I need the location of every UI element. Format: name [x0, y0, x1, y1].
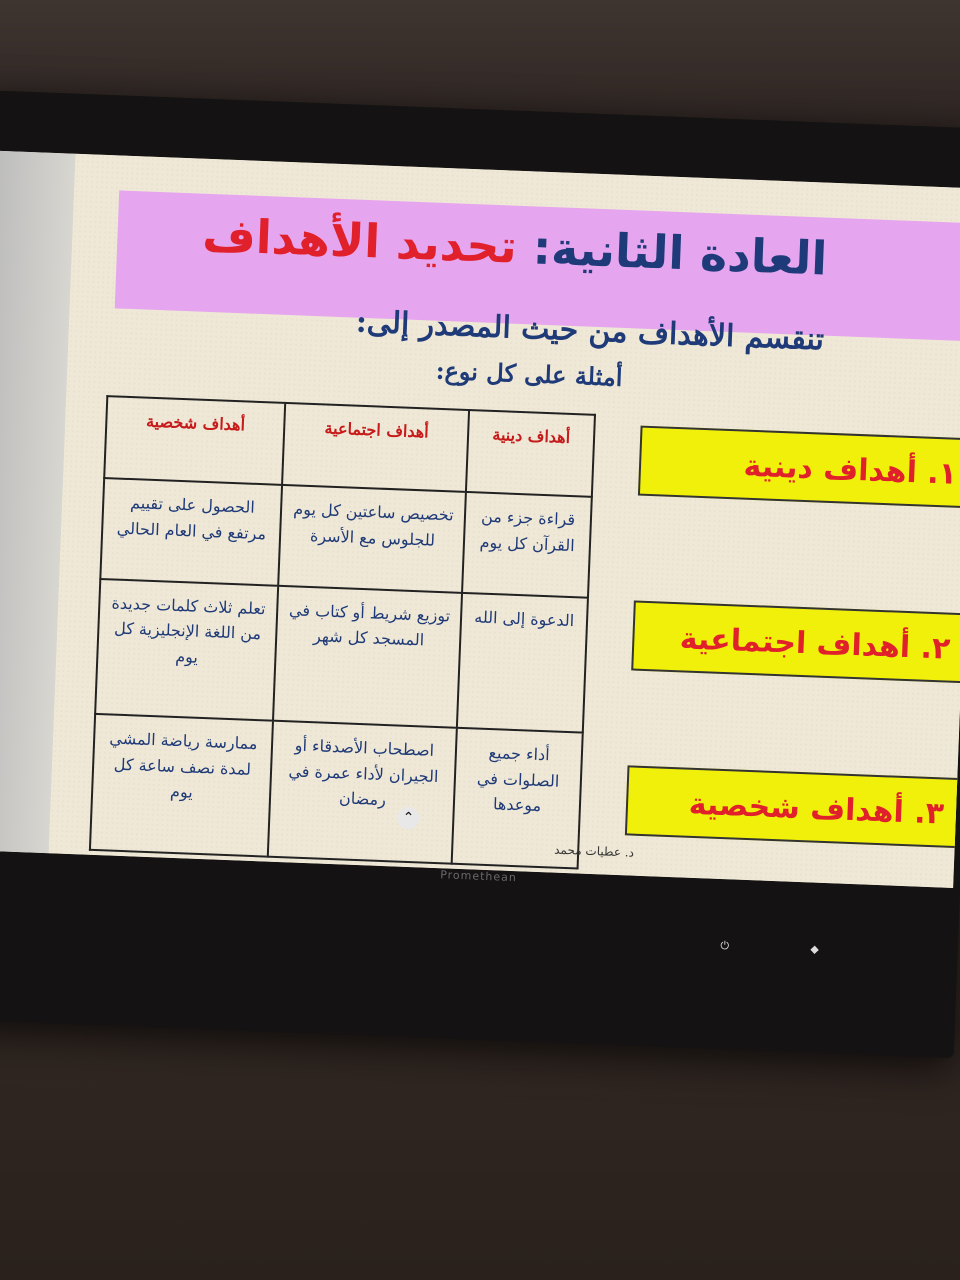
- presentation-slide: [49, 154, 960, 888]
- table-cell: قراءة جزء من القرآن كل يوم: [462, 492, 591, 597]
- chevron-up-icon[interactable]: ⌃: [397, 807, 420, 830]
- table-cell: اصطحاب الأصدقاء أو الجيران لأداء عمرة في رمضان: [268, 721, 457, 864]
- slide-subtitle: تنقسم الأهداف من حيث المصدر إلى:: [355, 304, 825, 358]
- power-icon[interactable]: ⏻: [720, 939, 730, 953]
- author-signature: د. عطيات محمد: [553, 842, 635, 860]
- table-cell: الحصول على تقييم مرتفع في العام الحالي: [100, 478, 282, 585]
- box-social-goals: ٢. أهداف اجتماعية: [631, 600, 960, 683]
- table-cell: توزيع شريط أو كتاب في المسجد كل شهر: [273, 585, 462, 728]
- table-row: [100, 478, 592, 597]
- table-cell: الدعوة إلى الله: [457, 592, 588, 732]
- box-religious-goals: ١. أهداف دينية: [638, 426, 960, 509]
- table-cell: ممارسة رياضة المشي لمدة نصف ساعة كل يوم: [90, 714, 274, 856]
- header-personal: أهداف شخصية: [104, 396, 286, 485]
- box-personal-goals: ٣. أهداف شخصية: [625, 765, 960, 848]
- table-cell: تعلم ثلاث كلمات جديدة من اللغة الإنجليزية كل يوم: [95, 579, 279, 721]
- slide-title: [202, 208, 829, 286]
- input-icon[interactable]: ◆: [810, 942, 820, 956]
- table-row: [95, 579, 588, 733]
- brand-label: Promethean: [439, 868, 518, 885]
- title-part2: تحديد الأهداف: [201, 207, 518, 274]
- header-religious: أهداف دينية: [466, 410, 595, 497]
- goals-table: [89, 395, 596, 869]
- screen: [0, 151, 960, 888]
- table-cell: تخصيص ساعتين كل يوم للجلوس مع الأسرة: [279, 485, 467, 593]
- examples-label: أمثلة على كل نوع:: [435, 355, 623, 392]
- display-monitor: [0, 90, 960, 1058]
- table-row: [90, 714, 583, 868]
- table-cell: أداء جميع الصلوات في موعدها: [452, 728, 583, 868]
- title-part1: العادة الثانية:: [531, 220, 829, 286]
- header-social: أهداف اجتماعية: [283, 403, 470, 492]
